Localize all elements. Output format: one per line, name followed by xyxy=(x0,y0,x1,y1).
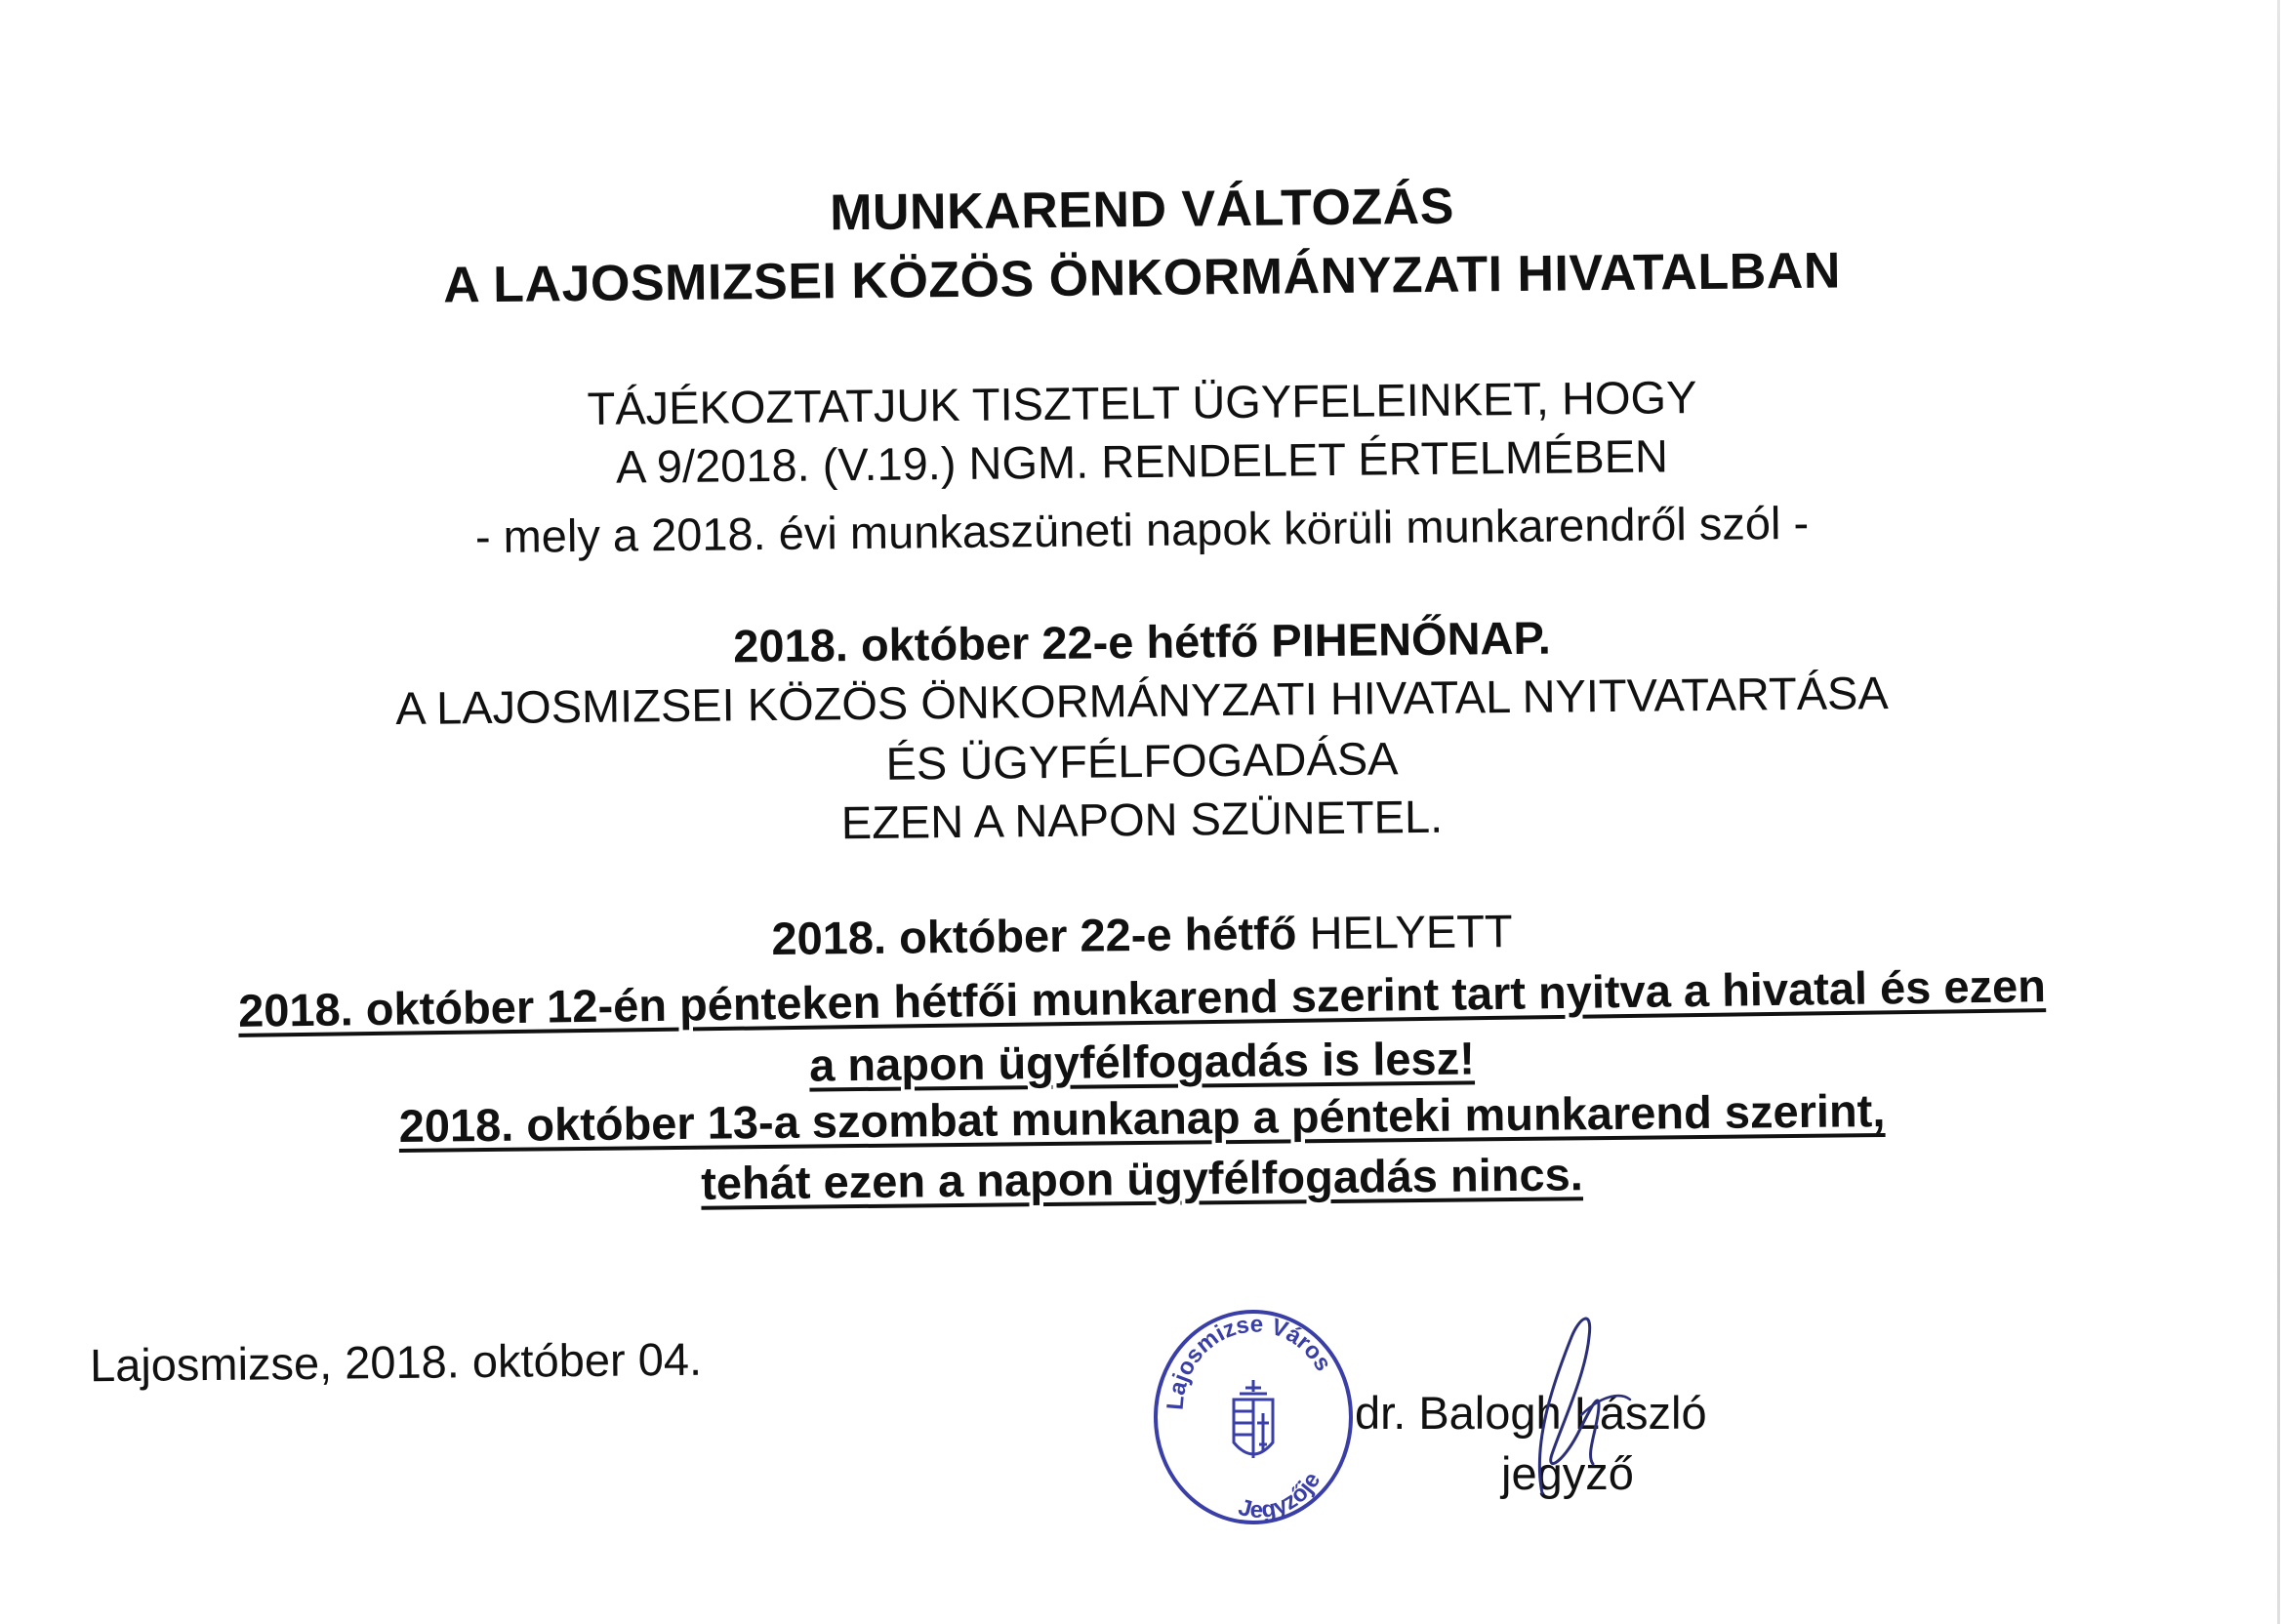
place-date: Lajosmizse, 2018. október 04. xyxy=(89,1332,703,1392)
handwritten-signature xyxy=(1484,1298,1650,1522)
official-stamp xyxy=(1144,1298,1364,1532)
title-line-2: A LAJOSMIZSEI KÖZÖS ÖNKORMÁNYZATI HIVATALBAN xyxy=(442,242,1842,314)
intro-line-1: TÁJÉKOZTATJUK TISZTELT ÜGYFELEINKET, HOGY xyxy=(587,371,1697,434)
title-line-1: MUNKAREND VÁLTOZÁS xyxy=(829,178,1455,242)
rest-day-heading: 2018. október 22-e hétfő PIHENŐNAP. xyxy=(732,611,1552,672)
rest-day-line-4: EZEN A NAPON SZÜNETEL. xyxy=(840,790,1444,849)
swap-heading-instead: HELYETT xyxy=(1296,905,1513,959)
stamp-top-text: Lajosmizse Város xyxy=(1162,1311,1337,1411)
hungarian-coat-of-arms-icon xyxy=(1234,1380,1273,1458)
swap-line-5: tehát ezen a napon ügyfélfogadás nincs. xyxy=(700,1148,1584,1209)
stamp-bottom-text: Jegyzője xyxy=(1235,1467,1326,1524)
intro-line-2: A 9/2018. (V.19.) NGM. RENDELET ÉRTELMÉBEN xyxy=(615,429,1669,493)
swap-line-4: 2018. október 13-a szombat munkanap a pénteki munkarend szerint, xyxy=(398,1084,1886,1152)
swap-heading-date: 2018. október 22-e hétfő xyxy=(771,907,1297,964)
rest-day-line-3: ÉS ÜGYFÉLFOGADÁSA xyxy=(885,732,1399,790)
signatory-title: jegyző xyxy=(1501,1447,1634,1499)
swap-line-2: 2018. október 12-én pénteken hétfői munkarend szerint tart nyitva a hivatal és ezen xyxy=(237,959,2047,1036)
swap-line-3: a napon ügyfélfogadás is lesz! xyxy=(808,1032,1476,1091)
rest-day-line-2: A LAJOSMIZSEI KÖZÖS ÖNKORMÁNYZATI HIVATAL NYITVATARTÁSA xyxy=(395,666,1889,735)
intro-line-3: - mely a 2018. évi munkaszüneti napok körüli munkarendről szól - xyxy=(474,496,1810,563)
signatory-name: dr. Balogh László xyxy=(1355,1387,1707,1439)
scan-edge xyxy=(2277,0,2280,1624)
